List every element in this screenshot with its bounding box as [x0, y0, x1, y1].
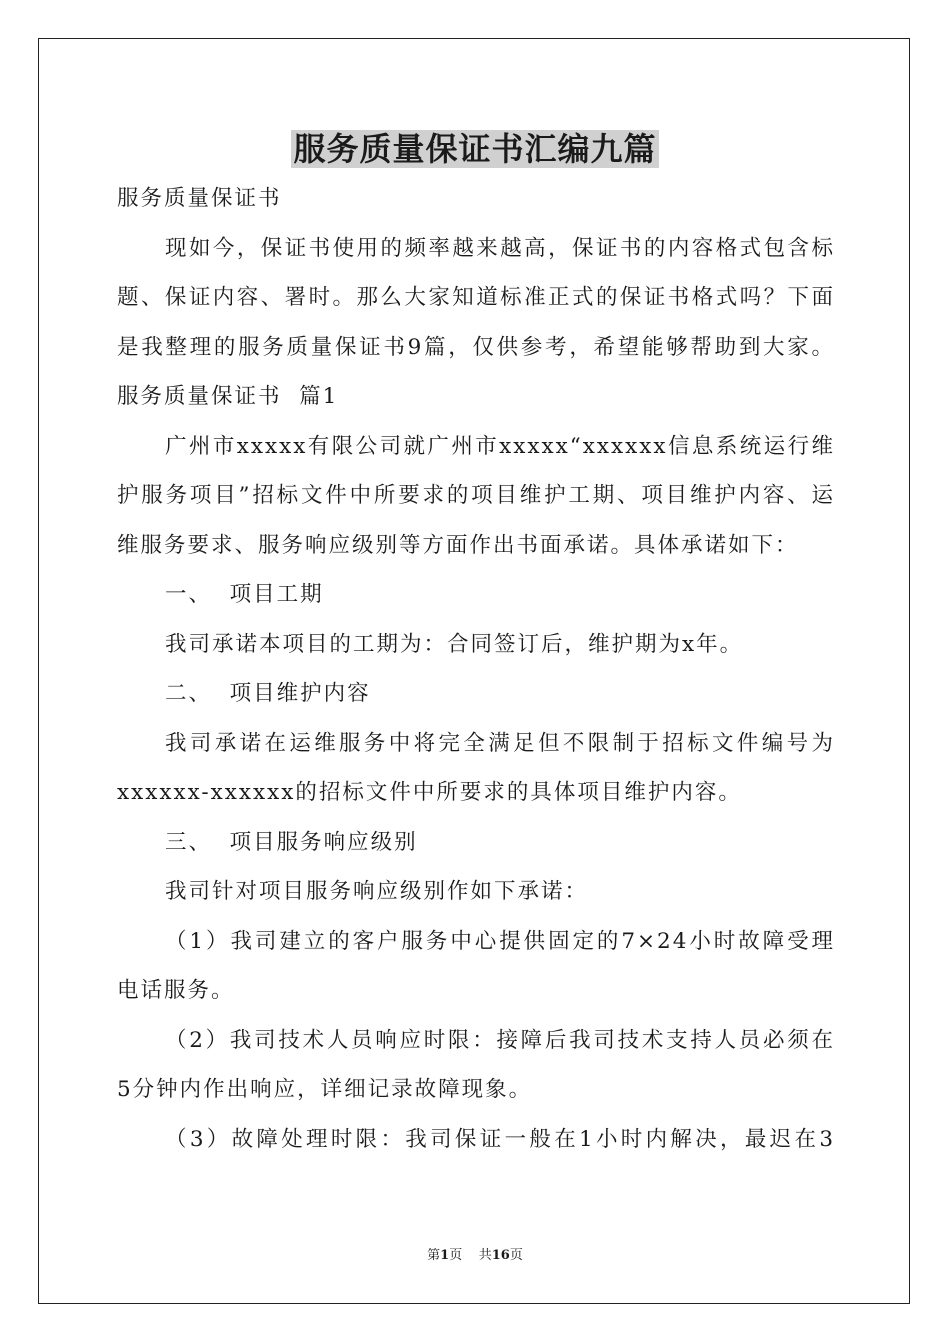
- text-line: 服务质量保证书: [117, 186, 282, 211]
- footer-page-number: 1: [440, 1248, 450, 1263]
- text-line: 三、 项目服务响应级别: [165, 829, 418, 855]
- text-line: 我司针对项目服务响应级别作如下承诺：: [165, 879, 589, 904]
- text-line: （2）我司技术人员响应时限：接障后我司技术支持人员必须在: [165, 1027, 835, 1053]
- text-line: 服务质量保证书 篇1: [117, 384, 339, 409]
- document-title-text: 服务质量保证书汇编九篇: [293, 130, 657, 168]
- footer-prefix: 第: [427, 1248, 441, 1263]
- text-line: 一、 项目工期: [165, 582, 324, 607]
- text-line: 电话服务。: [117, 978, 235, 1003]
- text-line: 维服务要求、服务响应级别等方面作出书面承诺。具体承诺如下：: [117, 532, 799, 558]
- footer-mid: 页 共: [449, 1248, 492, 1263]
- text-line: 现如今，保证书使用的频率越来越高，保证书的内容格式包含标: [165, 235, 835, 261]
- text-line: 是我整理的服务质量保证书9篇，仅供参考，希望能够帮助到大家。: [117, 334, 835, 360]
- page-footer: [0, 1247, 950, 1265]
- text-line: 护服务项目”招标文件中所要求的项目维护工期、项目维护内容、运: [117, 483, 835, 508]
- text-line: 我司承诺在运维服务中将完全满足但不限制于招标文件编号为: [165, 730, 835, 756]
- footer-suffix: 页: [509, 1248, 523, 1263]
- footer-total-pages: 16: [491, 1248, 510, 1263]
- document-title: [0, 126, 950, 172]
- text-line: 题、保证内容、署时。那么大家知道标准正式的保证书格式吗？下面: [117, 285, 835, 310]
- text-line: 二、 项目维护内容: [165, 681, 371, 706]
- text-line: 广州市xxxxx有限公司就广州市xxxxx“xxxxxx信息系统运行维: [165, 433, 835, 459]
- text-line: （3）故障处理时限：我司保证一般在1小时内解决，最迟在3: [165, 1126, 835, 1152]
- document-body: [117, 174, 835, 1164]
- text-line: 我司承诺本项目的工期为：合同签订后，维护期为x年。: [165, 631, 744, 657]
- text-line: 5分钟内作出响应，详细记录故障现象。: [117, 1077, 533, 1102]
- text-line: xxxxxx-xxxxxx的招标文件中所要求的具体项目维护内容。: [117, 780, 742, 805]
- text-line: （1）我司建立的客户服务中心提供固定的7×24小时故障受理: [165, 928, 835, 954]
